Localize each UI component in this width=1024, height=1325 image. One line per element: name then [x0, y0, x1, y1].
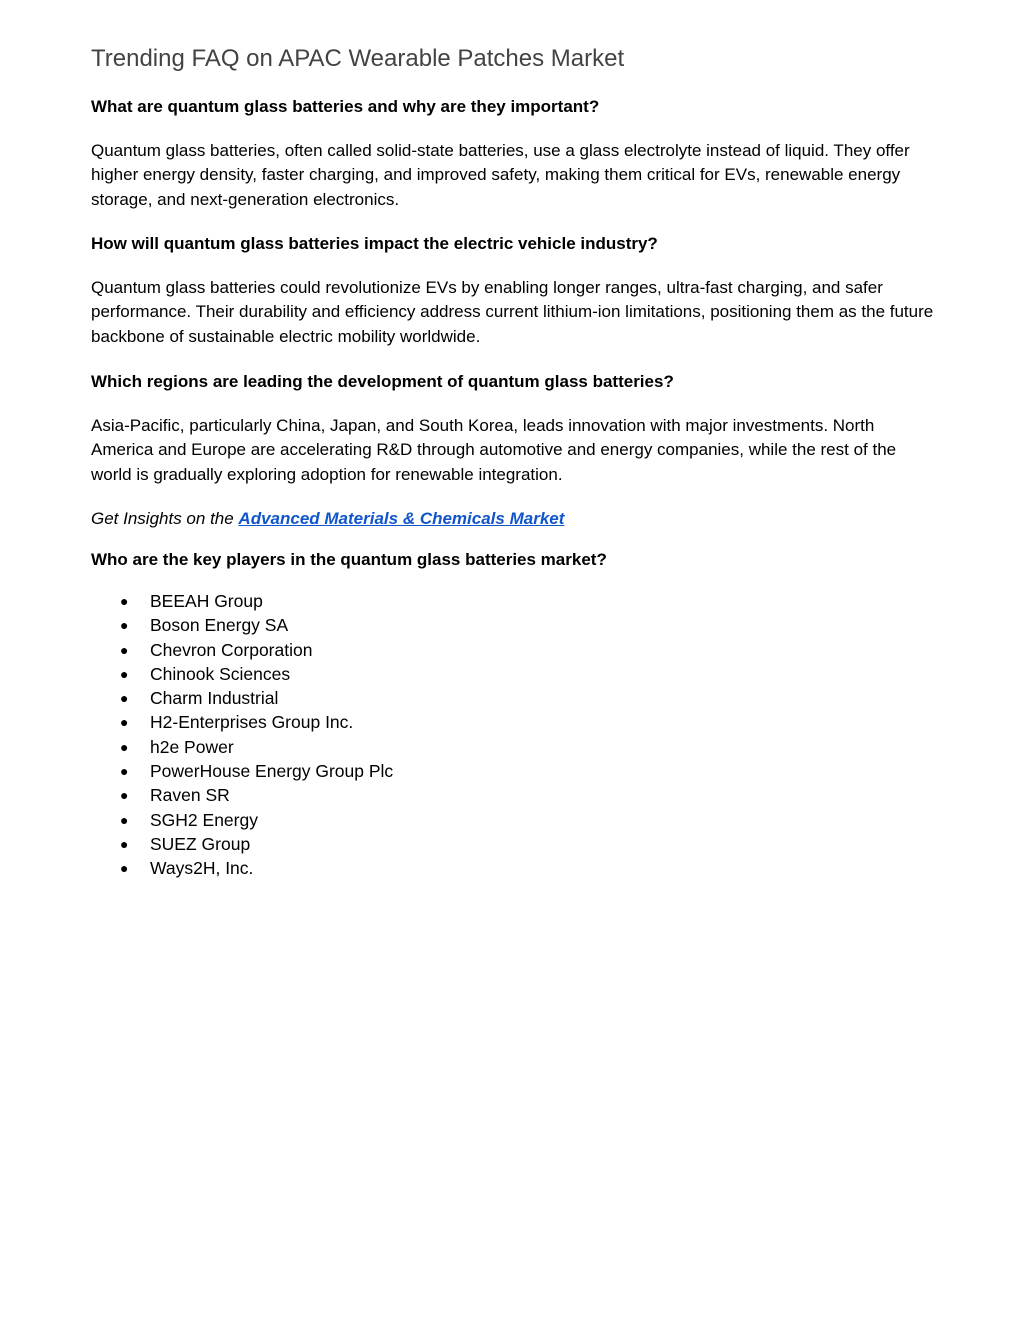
list-item-label: Chinook Sciences: [150, 663, 291, 684]
list-item-label: Raven SR: [150, 785, 230, 806]
faq-answer-3: Asia-Pacific, particularly China, Japan, and South Korea, leads innovation with major investments. North America and Europe are accelerating R&D through automotive and energy companies, while the rest of the world is gradually exploring adoption for renewable integration.: [91, 416, 897, 484]
bullet-icon: ●: [120, 738, 129, 755]
bullet-icon: ●: [120, 714, 129, 731]
list-item: [91, 856, 393, 880]
bullet-icon: ●: [120, 787, 129, 804]
list-item-label: Boson Energy SA: [150, 615, 289, 636]
faq-question-3: Which regions are leading the development of quantum glass batteries?: [91, 372, 674, 391]
list-item: [91, 710, 393, 734]
players-question: Who are the key players in the quantum glass batteries market?: [91, 550, 607, 569]
insights-prefix: Get Insights on the: [91, 509, 239, 528]
list-item: [91, 832, 393, 856]
list-item-label: H2-Enterprises Group Inc.: [150, 712, 354, 733]
faq-question-2: How will quantum glass batteries impact the electric vehicle industry?: [91, 234, 658, 253]
insights-line: [91, 507, 564, 531]
list-item-label: SGH2 Energy: [150, 809, 258, 830]
faq-answer-2: Quantum glass batteries could revolutionize EVs by enabling longer ranges, ultra-fast charging, and safer performance. Their durability and efficiency address current lithium-ion limitations, positioning them as the future backbone of sustainable electric mobility worldwide.: [91, 278, 934, 346]
list-item-label: Charm Industrial: [150, 688, 279, 709]
bullet-icon: ●: [120, 665, 129, 682]
bullet-icon: ●: [120, 763, 129, 780]
list-item: [91, 638, 393, 662]
insights-link[interactable]: Advanced Materials & Chemicals Market: [238, 509, 565, 528]
bullet-icon: ●: [120, 811, 129, 828]
list-item: [91, 759, 393, 783]
list-item: [91, 662, 393, 686]
list-item: [91, 808, 393, 832]
faq-answer-1: Quantum glass batteries, often called solid-state batteries, use a glass electrolyte instead of liquid. They offer higher energy density, faster charging, and improved safety, making them critical for EVs, renewable energy storage, and next-generation electronics.: [91, 141, 910, 209]
bullet-icon: ●: [120, 641, 129, 658]
list-item: [91, 783, 393, 807]
list-item: [91, 735, 393, 759]
list-item-label: SUEZ Group: [150, 833, 251, 854]
players-list: [91, 589, 393, 881]
list-item-label: Chevron Corporation: [150, 639, 313, 660]
list-item-label: PowerHouse Energy Group Plc: [150, 761, 394, 782]
bullet-icon: ●: [120, 860, 129, 877]
bullet-icon: ●: [120, 690, 129, 707]
faq-question-1: What are quantum glass batteries and why are they important?: [91, 97, 600, 116]
bullet-icon: ●: [120, 593, 129, 609]
list-item-label: BEEAH Group: [150, 591, 263, 611]
list-item-label: h2e Power: [150, 736, 234, 757]
page-title: Trending FAQ on APAC Wearable Patches Market: [91, 45, 625, 72]
list-item-label: Ways2H, Inc.: [150, 858, 254, 879]
list-item: [91, 686, 393, 710]
list-item: [91, 589, 393, 613]
bullet-icon: ●: [120, 835, 129, 852]
bullet-icon: ●: [120, 617, 129, 634]
list-item: [91, 613, 393, 637]
